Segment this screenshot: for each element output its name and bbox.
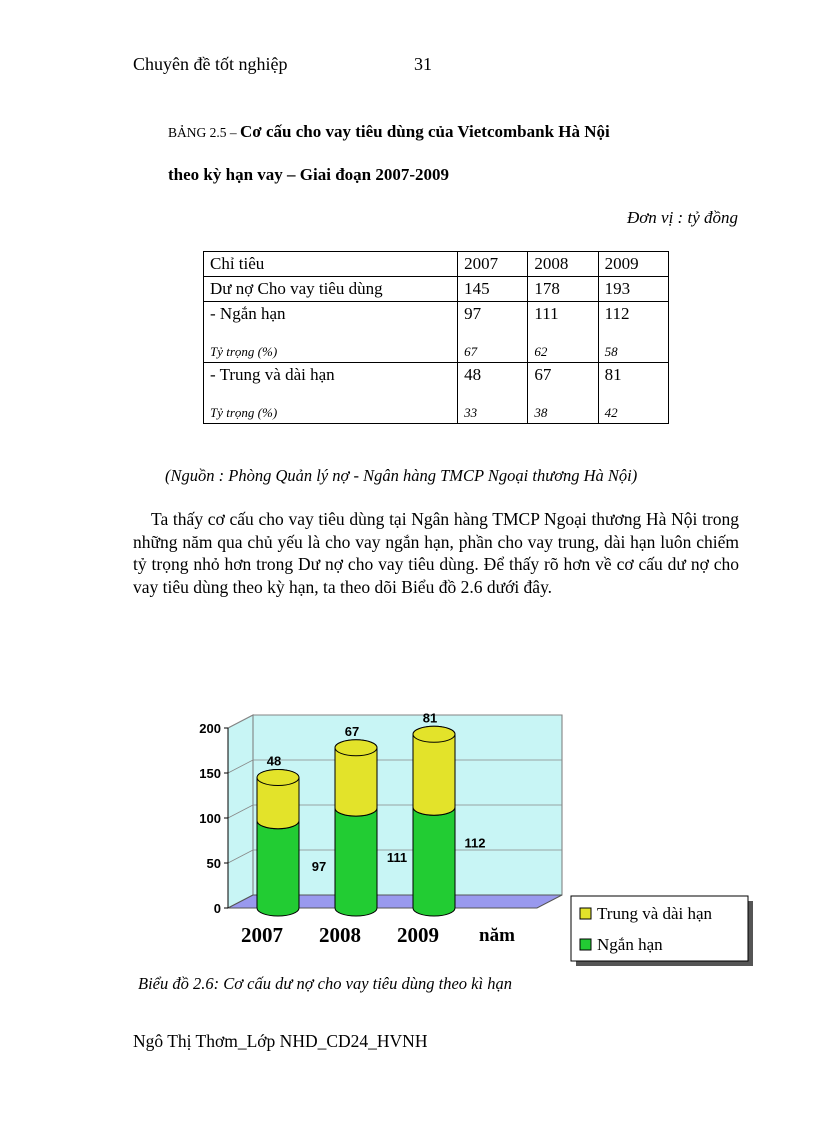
header-cell: 2007: [458, 252, 528, 277]
legend-label: Trung và dài hạn: [597, 904, 713, 923]
cell-value: 193: [598, 277, 668, 302]
sub-label: Tỷ trọng (%): [210, 344, 278, 359]
bar-segment-short-term: [335, 800, 377, 916]
header-cell: 2009: [598, 252, 668, 277]
bar-top-cap: [413, 726, 455, 742]
data-label: 112: [464, 835, 486, 851]
cell-sub: 58: [604, 344, 618, 359]
table-title-main: Cơ cấu cho vay tiêu dùng của Vietcombank Hà Nội: [240, 122, 610, 141]
table-title-line2-text: theo kỳ hạn vay – Giai đoạn 2007-2009: [168, 165, 450, 184]
legend-swatch: [580, 908, 591, 919]
source-note: (Nguồn : Phòng Quản lý nợ - Ngân hàng TMCP Ngoại thương Hà Nội): [165, 466, 638, 485]
page-header-title: Chuyên đề tốt nghiệp: [133, 54, 288, 74]
data-label: 111: [386, 850, 408, 866]
data-label: 81: [422, 710, 438, 726]
chart-caption: Biểu đồ 2.6: Cơ cấu dư nợ cho vay tiêu dùng theo kì hạn: [138, 974, 512, 993]
y-tick-label: 200: [199, 721, 221, 736]
table-title-prefix: BẢNG 2.5 –: [168, 125, 241, 140]
row-label: Dư nợ Cho vay tiêu dùng: [204, 277, 458, 302]
x-tick-label: 2007: [241, 923, 283, 947]
y-tick-label: 0: [213, 901, 221, 916]
cell-main: 111: [534, 304, 559, 323]
page-number: 31: [414, 54, 432, 74]
x-tick-label: 2008: [319, 923, 361, 947]
cell-sub: 67: [464, 344, 478, 359]
y-tick-label: 100: [199, 811, 221, 826]
cell-main: 97: [464, 304, 482, 323]
unit-label: Đơn vị : tỷ đồng: [626, 208, 738, 227]
bar-top-cap: [257, 770, 299, 786]
cell-main: 81: [604, 365, 622, 384]
header-cell: Chỉ tiêu: [204, 252, 458, 277]
sub-label: Tỷ trọng (%): [210, 405, 278, 420]
bar-segment-short-term: [413, 799, 455, 916]
cell-value: 178: [528, 277, 598, 302]
header-cell: 2008: [528, 252, 598, 277]
cell-main: 67: [534, 365, 552, 384]
y-tick-label: 150: [199, 766, 221, 781]
y-tick-label: 50: [206, 856, 221, 871]
legend-swatch: [580, 939, 591, 950]
page-footer: Ngô Thị Thơm_Lớp NHD_CD24_HVNH: [133, 1031, 428, 1051]
data-label: 48: [266, 753, 282, 769]
row-label-text: - Trung và dài hạn: [210, 365, 335, 384]
cell-sub: 38: [534, 405, 548, 420]
data-label: 67: [344, 723, 360, 739]
x-tick-label: 2009: [397, 923, 439, 947]
cell-main: 48: [464, 365, 482, 384]
cell-value: 145: [458, 277, 528, 302]
cell-main: 112: [604, 304, 630, 323]
cell-sub: 42: [604, 405, 618, 420]
cell-sub: 62: [534, 344, 548, 359]
cell-sub: 33: [464, 405, 478, 420]
body-paragraph: Ta thấy cơ cấu cho vay tiêu dùng tại Ngân hàng TMCP Ngoại thương Hà Nội trong những năm qua chủ yếu là cho vay ngắn hạn, phần cho vay trung, dài hạn luôn chiếm tỷ trọng nhỏ hơn trong Dư nợ cho vay tiêu dùng. Để thấy rõ hơn về cơ cấu dư nợ cho vay tiêu dùng theo kỳ hạn, ta theo dõi Biểu đồ 2.6 dưới đây.: [133, 509, 739, 597]
data-label: 97: [311, 859, 327, 875]
x-axis-label: năm: [479, 925, 515, 946]
legend-label: Ngắn hạn: [597, 935, 663, 954]
bar-top-cap: [335, 740, 377, 756]
row-label-text: - Ngắn hạn: [210, 304, 286, 323]
